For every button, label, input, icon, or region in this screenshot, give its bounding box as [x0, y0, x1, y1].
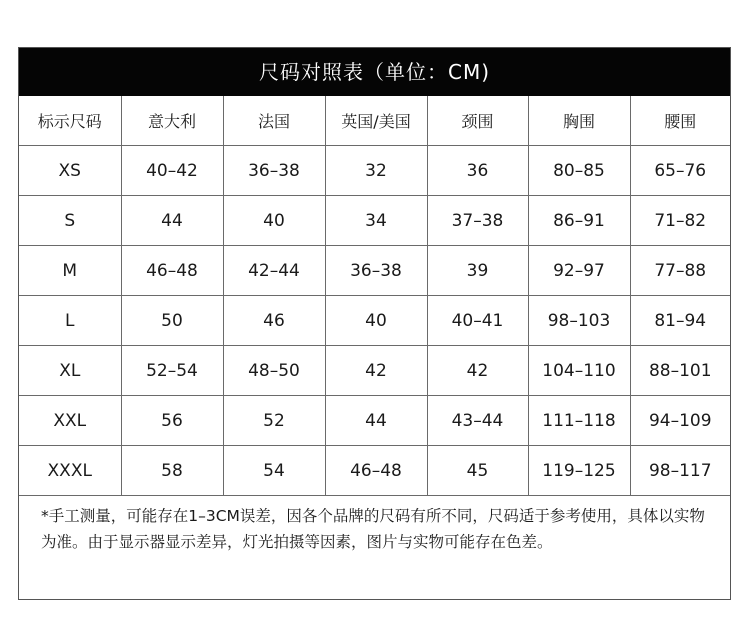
table-cell: XS [19, 146, 121, 196]
table-cell: 42–44 [223, 246, 325, 296]
size-table [19, 96, 730, 496]
table-row [19, 446, 730, 496]
table-row [19, 246, 730, 296]
header-cell: 英国/美国 [325, 96, 427, 146]
table-cell: 80–85 [528, 146, 630, 196]
header-cell: 颈围 [427, 96, 528, 146]
table-cell: 86–91 [528, 196, 630, 246]
table-cell: 119–125 [528, 446, 630, 496]
table-cell: 44 [325, 396, 427, 446]
table-cell: 40–41 [427, 296, 528, 346]
table-cell: 34 [325, 196, 427, 246]
measurement-note: *手工测量，可能存在1–3CM误差，因各个品牌的尺码有所不同，尺码适于参考使用，具体以实物为准。由于显示器显示差异，灯光拍摄等因素，图片与实物可能存在色差。 [41, 507, 705, 551]
table-cell: 36–38 [325, 246, 427, 296]
table-cell: 37–38 [427, 196, 528, 246]
chart-title: 尺码对照表（单位：CM) [19, 48, 730, 96]
size-chart [18, 47, 731, 600]
table-cell: 98–117 [630, 446, 730, 496]
table-cell: 54 [223, 446, 325, 496]
table-cell: 92–97 [528, 246, 630, 296]
table-cell: 43–44 [427, 396, 528, 446]
header-cell: 胸围 [528, 96, 630, 146]
table-cell: S [19, 196, 121, 246]
table-cell: 81–94 [630, 296, 730, 346]
table-cell: 50 [121, 296, 223, 346]
table-cell: 111–118 [528, 396, 630, 446]
table-row [19, 296, 730, 346]
table-row [19, 196, 730, 246]
table-cell: L [19, 296, 121, 346]
table-cell: XXXL [19, 446, 121, 496]
table-cell: 77–88 [630, 246, 730, 296]
table-cell: 46–48 [121, 246, 223, 296]
table-cell: 65–76 [630, 146, 730, 196]
table-cell: XL [19, 346, 121, 396]
table-cell: 40–42 [121, 146, 223, 196]
table-cell: 98–103 [528, 296, 630, 346]
table-cell: 32 [325, 146, 427, 196]
table-cell: 71–82 [630, 196, 730, 246]
table-cell: 42 [325, 346, 427, 396]
table-cell: 36–38 [223, 146, 325, 196]
table-cell: 46 [223, 296, 325, 346]
header-cell: 意大利 [121, 96, 223, 146]
table-cell: XXL [19, 396, 121, 446]
table-cell: 58 [121, 446, 223, 496]
table-cell: 88–101 [630, 346, 730, 396]
table-cell: M [19, 246, 121, 296]
header-cell: 法国 [223, 96, 325, 146]
header-cell: 标示尺码 [19, 96, 121, 146]
table-header-row [19, 96, 730, 146]
table-cell: 44 [121, 196, 223, 246]
table-cell: 48–50 [223, 346, 325, 396]
table-cell: 36 [427, 146, 528, 196]
table-cell: 40 [325, 296, 427, 346]
table-cell: 39 [427, 246, 528, 296]
table-row [19, 396, 730, 446]
table-cell: 56 [121, 396, 223, 446]
header-cell: 腰围 [630, 96, 730, 146]
table-cell: 45 [427, 446, 528, 496]
table-cell: 104–110 [528, 346, 630, 396]
table-cell: 94–109 [630, 396, 730, 446]
table-row [19, 346, 730, 396]
table-row [19, 146, 730, 196]
table-cell: 42 [427, 346, 528, 396]
table-cell: 52 [223, 396, 325, 446]
table-cell: 52–54 [121, 346, 223, 396]
table-cell: 40 [223, 196, 325, 246]
table-cell: 46–48 [325, 446, 427, 496]
